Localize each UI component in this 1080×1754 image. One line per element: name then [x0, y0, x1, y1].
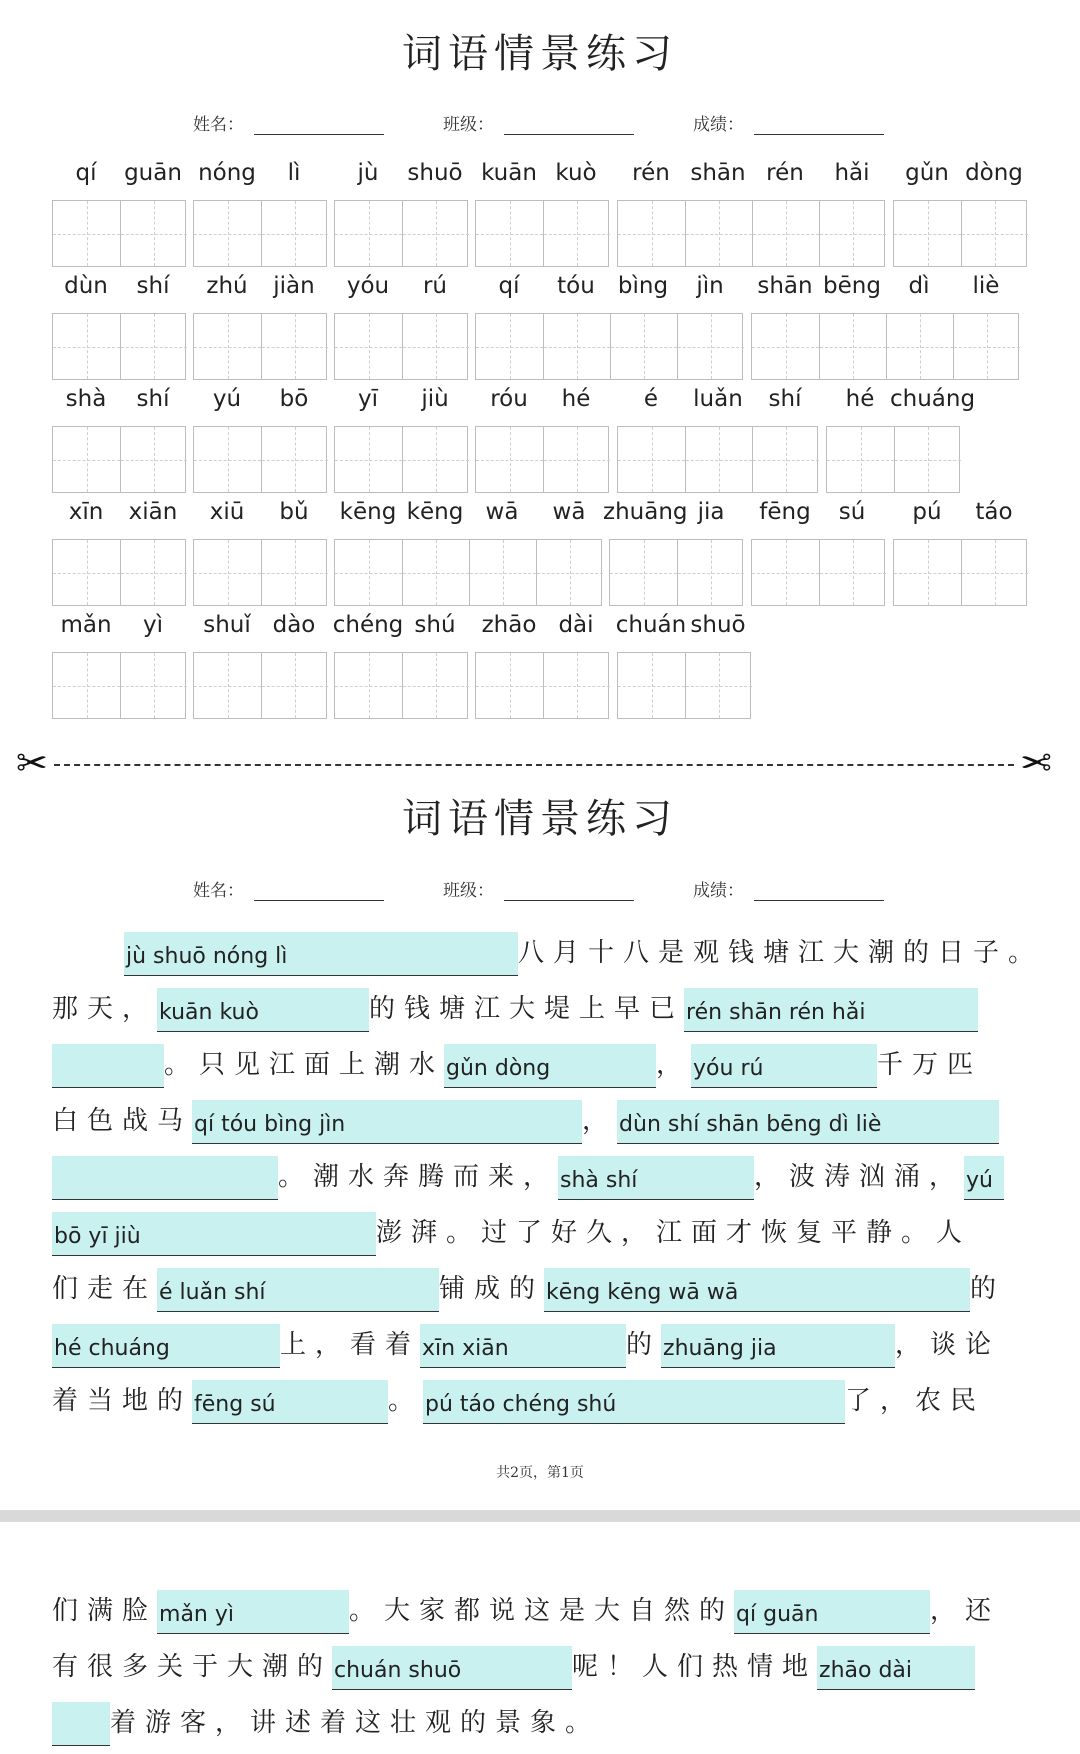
answer-blank[interactable]: fēng sú: [192, 1380, 388, 1424]
answer-blank[interactable]: [52, 1044, 164, 1088]
passage-line: 。潮水奔腾而来，shà shí ，波涛汹涌，yú: [52, 1156, 1042, 1200]
writing-grid[interactable]: [826, 426, 960, 493]
passage-line: 们满脸mǎn yì 。大家都说这是大自然的qí guān ，还: [52, 1590, 1042, 1634]
answer-blank[interactable]: kēng kēng wā wā: [544, 1268, 970, 1312]
writing-grid[interactable]: [193, 313, 327, 380]
answer-blank[interactable]: shà shí: [558, 1156, 754, 1200]
answer-blank[interactable]: mǎn yì: [157, 1590, 349, 1634]
name-field[interactable]: [193, 876, 384, 901]
pinyin-syllable: yì: [142, 612, 163, 638]
class-label: 班级：: [443, 115, 494, 135]
answer-blank[interactable]: xīn xiān: [420, 1324, 626, 1368]
name-label: 姓名：: [193, 115, 244, 135]
score-field[interactable]: [693, 110, 884, 135]
pinyin-syllable: shú: [414, 612, 456, 638]
pinyin-syllable: yóu: [346, 273, 390, 299]
pinyin-syllable: shí: [136, 386, 170, 412]
writing-grid[interactable]: [893, 200, 1027, 267]
pinyin-syllable: rén: [632, 160, 670, 186]
pinyin-syllable: chuáng: [890, 386, 976, 412]
passage-line: 着游客，讲述着这壮观的景象。: [52, 1702, 1042, 1746]
answer-blank[interactable]: zhāo dài: [817, 1646, 975, 1690]
pinyin-syllable: mǎn: [60, 612, 112, 638]
pinyin-syllable: liè: [972, 273, 1000, 299]
answer-blank[interactable]: pú táo chéng shú: [423, 1380, 845, 1424]
pinyin-syllable: hé: [561, 386, 591, 412]
pinyin-syllable: hǎi: [834, 160, 870, 186]
writing-grid[interactable]: [751, 313, 1019, 380]
class-label: 班级：: [443, 881, 494, 901]
writing-grid[interactable]: [475, 652, 609, 719]
pinyin-syllable: shān: [690, 160, 746, 186]
pinyin-syllable: qí: [75, 160, 97, 186]
passage-line: hé chuáng 上，看着xīn xiān 的zhuāng jia ，谈论: [52, 1324, 1042, 1368]
pinyin-syllable: zhú: [206, 273, 248, 299]
answer-blank[interactable]: qí guān: [734, 1590, 930, 1634]
answer-blank[interactable]: yú: [964, 1156, 1004, 1200]
class-field[interactable]: [443, 876, 634, 901]
pinyin-syllable: yú: [212, 386, 242, 412]
pinyin-syllable: táo: [975, 499, 1013, 525]
passage-line: 白色战马qí tóu bìng jìn ，dùn shí shān bēng dì liè: [52, 1100, 1042, 1144]
pinyin-syllable: dài: [558, 612, 594, 638]
pinyin-syllable: bǔ: [279, 499, 309, 525]
pinyin-syllable: chuán: [615, 612, 687, 638]
pinyin-syllable: pú: [912, 499, 942, 525]
pinyin-syllable: dùn: [64, 273, 108, 299]
pinyin-syllable: fēng: [759, 499, 811, 525]
pinyin-syllable: wā: [552, 499, 586, 525]
answer-blank[interactable]: qí tóu bìng jìn: [192, 1100, 582, 1144]
pinyin-syllable: rú: [422, 273, 448, 299]
pinyin-syllable: shuō: [407, 160, 463, 186]
pinyin-syllable: kēng: [339, 499, 397, 525]
writing-grid[interactable]: [52, 539, 186, 606]
answer-blank[interactable]: jù shuō nóng lì: [124, 932, 518, 976]
answer-blank[interactable]: dùn shí shān bēng dì liè: [617, 1100, 999, 1144]
answer-blank[interactable]: é luǎn shí: [157, 1268, 439, 1312]
pinyin-syllable: shà: [65, 386, 107, 412]
answer-blank[interactable]: bō yī jiù: [52, 1212, 376, 1256]
passage-line: bō yī jiù 澎湃。过了好久，江面才恢复平静。人: [52, 1212, 1042, 1256]
pinyin-syllable: lì: [287, 160, 301, 186]
pinyin-syllable: kuò: [555, 160, 597, 186]
pinyin-syllable: yī: [357, 386, 378, 412]
pinyin-syllable: shuǐ: [203, 612, 251, 638]
pinyin-syllable: chéng: [332, 612, 404, 638]
scissors-icon: ✂: [16, 741, 48, 785]
pinyin-syllable: shān: [757, 273, 813, 299]
name-field[interactable]: [193, 110, 384, 135]
pinyin-syllable: xiān: [128, 499, 178, 525]
writing-grid[interactable]: [617, 426, 818, 493]
writing-grid[interactable]: [334, 426, 468, 493]
pinyin-syllable: gǔn: [905, 160, 949, 186]
writing-grid[interactable]: [193, 200, 327, 267]
pinyin-syllable: shí: [768, 386, 802, 412]
writing-grid[interactable]: [751, 539, 885, 606]
pinyin-syllable: jìn: [696, 273, 724, 299]
score-field[interactable]: [693, 876, 884, 901]
worksheet-title: 词语情景练习: [402, 31, 678, 77]
page-footer: 共2页，第1页: [496, 1465, 584, 1481]
answer-blank[interactable]: [52, 1156, 278, 1200]
passage-line: jù shuō nóng lì 八月十八是观钱塘江大潮的日子。: [52, 932, 1042, 976]
pinyin-syllable: róu: [490, 386, 528, 412]
pinyin-syllable: dì: [908, 273, 930, 299]
writing-grid[interactable]: [52, 313, 186, 380]
answer-blank[interactable]: zhuāng jia: [661, 1324, 895, 1368]
class-field[interactable]: [443, 110, 634, 135]
pinyin-syllable: jiàn: [273, 273, 315, 299]
writing-grid[interactable]: [334, 200, 468, 267]
writing-grid[interactable]: [52, 426, 186, 493]
pinyin-syllable: xīn: [68, 499, 104, 525]
pinyin-syllable: é: [643, 386, 659, 412]
pinyin-syllable: kuān: [481, 160, 537, 186]
pinyin-syllable: kēng: [406, 499, 464, 525]
writing-grid[interactable]: [475, 426, 609, 493]
writing-grid[interactable]: [609, 539, 743, 606]
scissors-icon: ✂: [1020, 741, 1052, 785]
writing-grid[interactable]: [52, 652, 186, 719]
page-divider: [0, 1510, 1080, 1522]
writing-grid[interactable]: [475, 200, 609, 267]
pinyin-syllable: luǎn: [693, 386, 743, 412]
pinyin-syllable: nóng: [198, 160, 256, 186]
passage-line: 们走在é luǎn shí 铺成的kēng kēng wā wā 的: [52, 1268, 1042, 1312]
pinyin-syllable: jù: [357, 160, 379, 186]
pinyin-syllable: hé: [845, 386, 875, 412]
writing-grid[interactable]: [193, 652, 327, 719]
pinyin-syllable: qí: [498, 273, 520, 299]
score-label: 成绩：: [693, 881, 744, 901]
answer-blank[interactable]: yóu rú: [691, 1044, 877, 1088]
pinyin-syllable: shuō: [690, 612, 746, 638]
writing-grid[interactable]: [52, 200, 186, 267]
pinyin-syllable: shí: [136, 273, 170, 299]
answer-blank[interactable]: hé chuáng: [52, 1324, 280, 1368]
writing-grid[interactable]: [334, 313, 468, 380]
pinyin-syllable: xiū: [209, 499, 245, 525]
passage-line: 那天，kuān kuò 的钱塘江大堤上早已rén shān rén hǎi: [52, 988, 1042, 1032]
pinyin-syllable: jia: [697, 499, 725, 525]
answer-blank[interactable]: chuán shuō: [332, 1646, 572, 1690]
pinyin-syllable: dòng: [965, 160, 1023, 186]
writing-grid[interactable]: [334, 539, 602, 606]
pinyin-syllable: zhāo: [481, 612, 537, 638]
writing-grid[interactable]: [193, 426, 327, 493]
name-label: 姓名：: [193, 881, 244, 901]
pinyin-syllable: tóu: [557, 273, 595, 299]
worksheet-title: 词语情景练习: [402, 796, 678, 842]
passage-line: 有很多关于大潮的chuán shuō 呢！人们热情地zhāo dài: [52, 1646, 1042, 1690]
passage-line: 着当地的fēng sú 。pú táo chéng shú 了，农民: [52, 1380, 1042, 1424]
pinyin-syllable: wā: [485, 499, 519, 525]
writing-grid[interactable]: [893, 539, 1027, 606]
answer-blank[interactable]: rén shān rén hǎi: [684, 988, 978, 1032]
pinyin-syllable: bìng: [617, 273, 669, 299]
answer-blank[interactable]: gǔn dòng: [444, 1044, 656, 1088]
pinyin-syllable: rén: [766, 160, 804, 186]
pinyin-syllable: dào: [272, 612, 316, 638]
pinyin-syllable: sú: [838, 499, 866, 525]
writing-grid[interactable]: [334, 652, 468, 719]
score-label: 成绩：: [693, 115, 744, 135]
writing-grid[interactable]: [193, 539, 327, 606]
pinyin-syllable: zhuāng: [603, 499, 688, 525]
writing-grid[interactable]: [617, 200, 885, 267]
answer-blank[interactable]: kuān kuò: [157, 988, 369, 1032]
pinyin-syllable: jiù: [421, 386, 449, 412]
passage-line: 。只见江面上潮水gǔn dòng ，yóu rú 千万匹: [52, 1044, 1042, 1088]
cut-line: [54, 764, 1014, 766]
writing-grid[interactable]: [475, 313, 743, 380]
pinyin-syllable: guān: [124, 160, 182, 186]
answer-blank[interactable]: [52, 1702, 110, 1746]
pinyin-syllable: bō: [279, 386, 309, 412]
pinyin-syllable: bēng: [823, 273, 881, 299]
writing-grid[interactable]: [617, 652, 751, 719]
